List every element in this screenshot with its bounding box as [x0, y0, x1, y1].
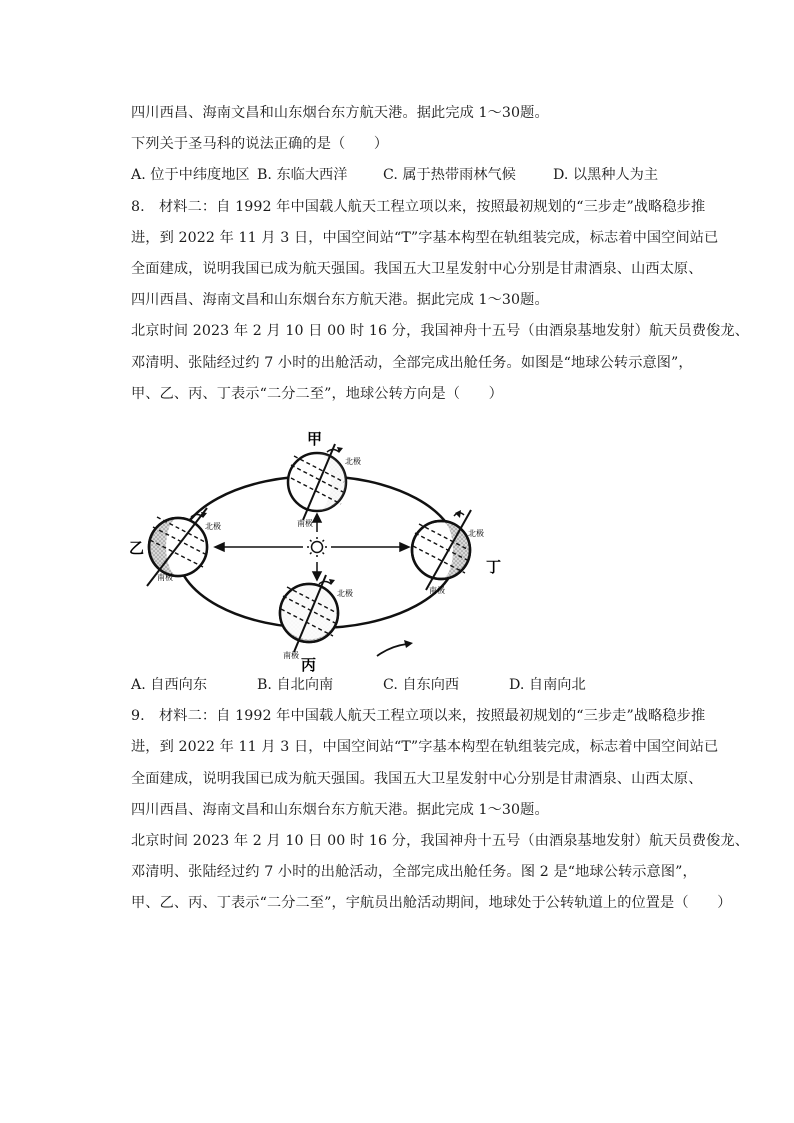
q9-stem-line: 北京时间 2023 年 2 月 10 日 00 时 16 分，我国神舟十五号（由酒泉基地发射）航天员费俊龙、	[131, 833, 749, 850]
q8-material-line: 进，到 2022 年 11 月 3 日，中国空间站“T”字基本构型在轨组装完成，标志着中国空间站已	[131, 229, 719, 246]
south-pole-label: 南极	[297, 519, 313, 529]
q8-stem-line: 北京时间 2023 年 2 月 10 日 00 时 16 分，我国神舟十五号（由酒泉基地发射）航天员费俊龙、	[131, 323, 749, 340]
south-pole-label: 南极	[283, 651, 299, 661]
earth-yi	[147, 508, 207, 586]
south-pole-label: 南极	[157, 573, 173, 583]
earth-bing	[280, 575, 338, 652]
q8-option-b[interactable]: B. 自北向南	[257, 677, 334, 694]
earth-jia	[288, 444, 346, 520]
q7-option-d[interactable]: D. 以黑种人为主	[553, 167, 659, 184]
revolution-direction-arrow	[377, 640, 413, 656]
q7-option-a[interactable]: A. 位于中纬度地区	[131, 167, 250, 184]
label-bing: 丙	[301, 656, 317, 675]
q8-material-line: 四川西昌、海南文昌和山东烟台东方航天港。据此完成 1～30题。	[131, 292, 549, 309]
q8-options	[131, 670, 711, 701]
q8-stem-line: 邓清明、张陆经过约 7 小时的出舱活动，全部完成出舱任务。如图是“地球公转示意图”，	[131, 354, 693, 371]
sun-icon	[307, 537, 327, 557]
q9-material-line: 进，到 2022 年 11 月 3 日，中国空间站“T”字基本构型在轨组装完成，标志着中国空间站已	[131, 739, 719, 756]
q7-stem: 下列关于圣马科的说法正确的是（ ）	[131, 136, 389, 153]
q9-material-line: 全面建成，说明我国已成为航天强国。我国五大卫星发射中心分别是甘肃酒泉、山西太原、	[131, 770, 703, 787]
north-pole-label: 北极	[468, 529, 484, 539]
q7-option-b[interactable]: B. 东临大西洋	[257, 167, 348, 184]
diagram-svg	[129, 420, 711, 675]
earth-ding	[412, 510, 471, 590]
q8-stem-line: 甲、乙、丙、丁表示“二分二至”，地球公转方向是（ ）	[131, 385, 503, 402]
q8-material-line: 全面建成，说明我国已成为航天强国。我国五大卫星发射中心分别是甘肃酒泉、山西太原、	[131, 261, 703, 278]
document-page	[129, 98, 749, 920]
q9-stem-line: 邓清明、张陆经过约 7 小时的出舱活动，全部完成出舱任务。图 2 是“地球公转示意图”，	[131, 864, 697, 881]
north-pole-label: 北极	[345, 457, 361, 467]
q9-material-line: 四川西昌、海南文昌和山东烟台东方航天港。据此完成 1～30题。	[131, 801, 549, 818]
south-pole-label: 南极	[429, 586, 445, 596]
label-yi: 乙	[129, 539, 145, 558]
q8-option-d[interactable]: D. 自南向北	[509, 677, 586, 694]
q9-material-line: 9. 材料二：自 1992 年中国载人航天工程立项以来，按照最初规划的“三步走”战略稳步推	[131, 708, 706, 725]
label-jia: 甲	[307, 430, 323, 449]
q9-stem-line: 甲、乙、丙、丁表示“二分二至”，宇航员出舱活动期间，地球处于公转轨道上的位置是（ ）	[131, 895, 732, 912]
intro-tail: 四川西昌、海南文昌和山东烟台东方航天港。据此完成 1～30题。	[131, 105, 549, 121]
q7-option-c[interactable]: C. 属于热带雨林气候	[383, 167, 516, 184]
q8-material-line: 8. 材料二：自 1992 年中国载人航天工程立项以来，按照最初规划的“三步走”战略稳步推	[131, 198, 706, 215]
north-pole-label: 北极	[337, 589, 353, 599]
label-ding: 丁	[486, 558, 502, 577]
q7-options	[131, 160, 711, 191]
earth-revolution-diagram	[129, 420, 711, 675]
north-pole-label: 北极	[205, 522, 221, 532]
q8-option-a[interactable]: A. 自西向东	[131, 677, 208, 694]
q8-option-c[interactable]: C. 自东向西	[383, 677, 460, 694]
